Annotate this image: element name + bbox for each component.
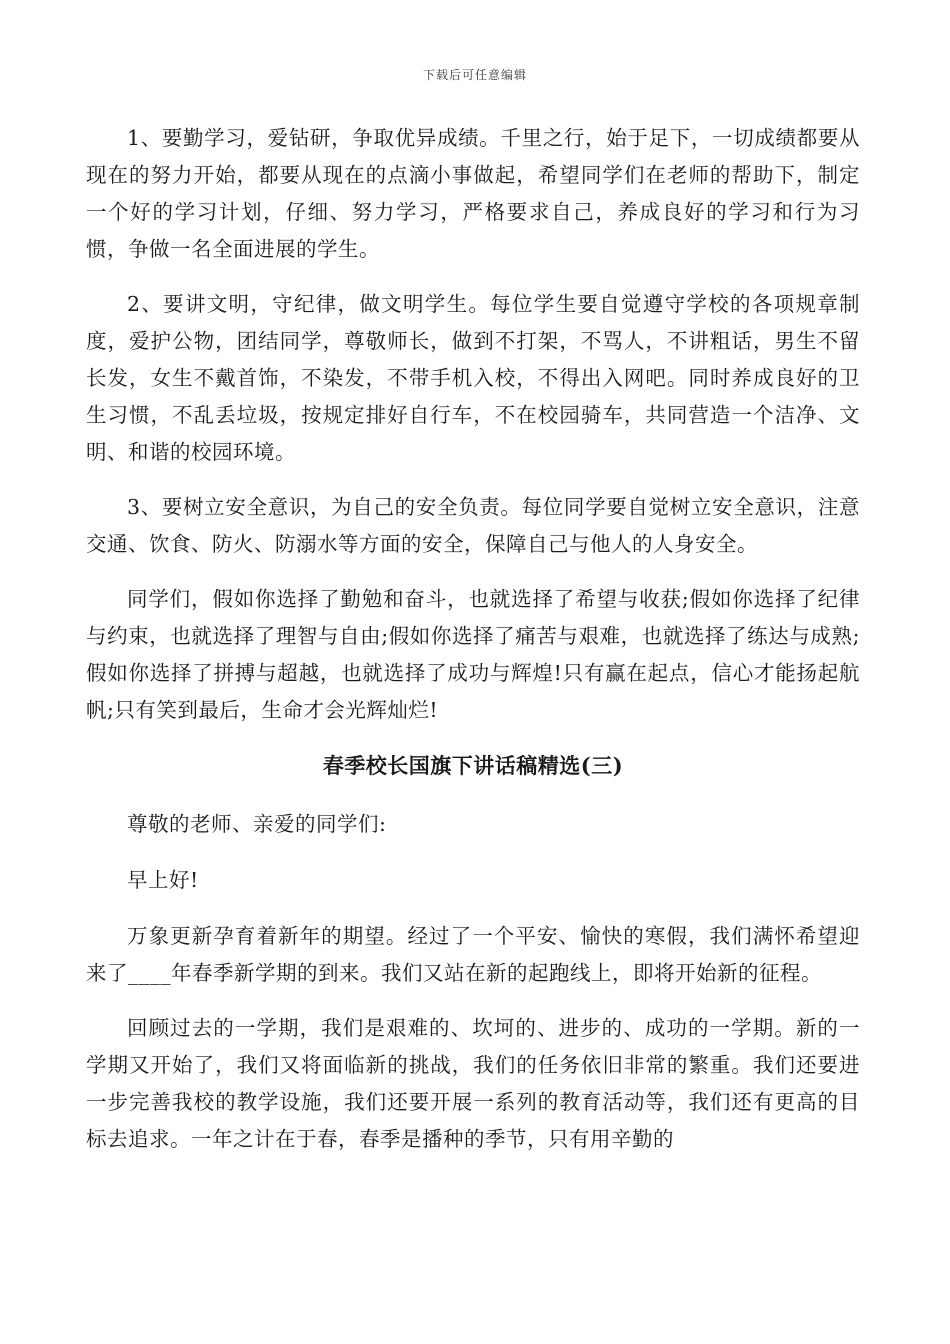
paragraph-salutation: 尊敬的老师、亲爱的同学们: xyxy=(127,812,387,836)
section-title: 春季校长国旗下讲话稿精选(三) xyxy=(322,753,624,778)
paragraph-greeting: 早上好! xyxy=(127,868,199,892)
header-note: 下载后可任意编辑 xyxy=(422,68,527,82)
paragraph-closing: 同学们，假如你选择了勤勉和奋斗，也就选择了希望与收获;假如你选择了纪律与约束，也就选择了理智与自由;假如你选择了痛苦与艰难，也就选择了练达与成熟;假如你选择了拼搏与超越，也就选择了成功与辉煌!只有赢在起点，信心才能扬起航帆;只有笑到最后，生命才会光辉灿烂! xyxy=(86,587,860,722)
paragraph-new-term: 万象更新孕育着新年的期望。经过了一个平安、愉快的寒假，我们满怀希望迎来了____年春季新学期的到来。我们又站在新的起跑线上，即将开始新的征程。 xyxy=(86,924,860,985)
document-body xyxy=(86,120,860,1176)
paragraph-review: 回顾过去的一学期，我们是艰难的、坎坷的、进步的、成功的一学期。新的一学期又开始了，我们又将面临新的挑战，我们的任务依旧非常的繁重。我们还要进一步完善我校的教学设施，我们还要开展一系列的教育活动等，我们还有更高的目标去追求。一年之计在于春，春季是播种的季节，只有用辛勤的 xyxy=(86,1016,860,1151)
paragraph-study: 1、要勤学习，爱钻研，争取优异成绩。千里之行，始于足下，一切成绩都要从现在的努力开始，都要从现在的点滴小事做起，希望同学们在老师的帮助下，制定一个好的学习计划，仔细、努力学习，严格要求自己，养成良好的学习和行为习惯，争做一名全面进展的学生。 xyxy=(86,126,860,261)
paragraph-discipline: 2、要讲文明，守纪律，做文明学生。每位学生要自觉遵守学校的各项规章制度，爱护公物，团结同学，尊敬师长，做到不打架，不骂人，不讲粗话，男生不留长发，女生不戴首饰，不染发，不带手机入校，不得出入网吧。同时养成良好的卫生习惯，不乱丢垃圾，按规定排好自行车，不在校园骑车，共同营造一个洁净、文明、和谐的校园环境。 xyxy=(86,292,860,464)
paragraph-safety: 3、要树立安全意识，为自己的安全负责。每位同学要自觉树立安全意识，注意交通、饮食、防火、防溺水等方面的安全，保障自己与他人的人身安全。 xyxy=(86,495,860,556)
